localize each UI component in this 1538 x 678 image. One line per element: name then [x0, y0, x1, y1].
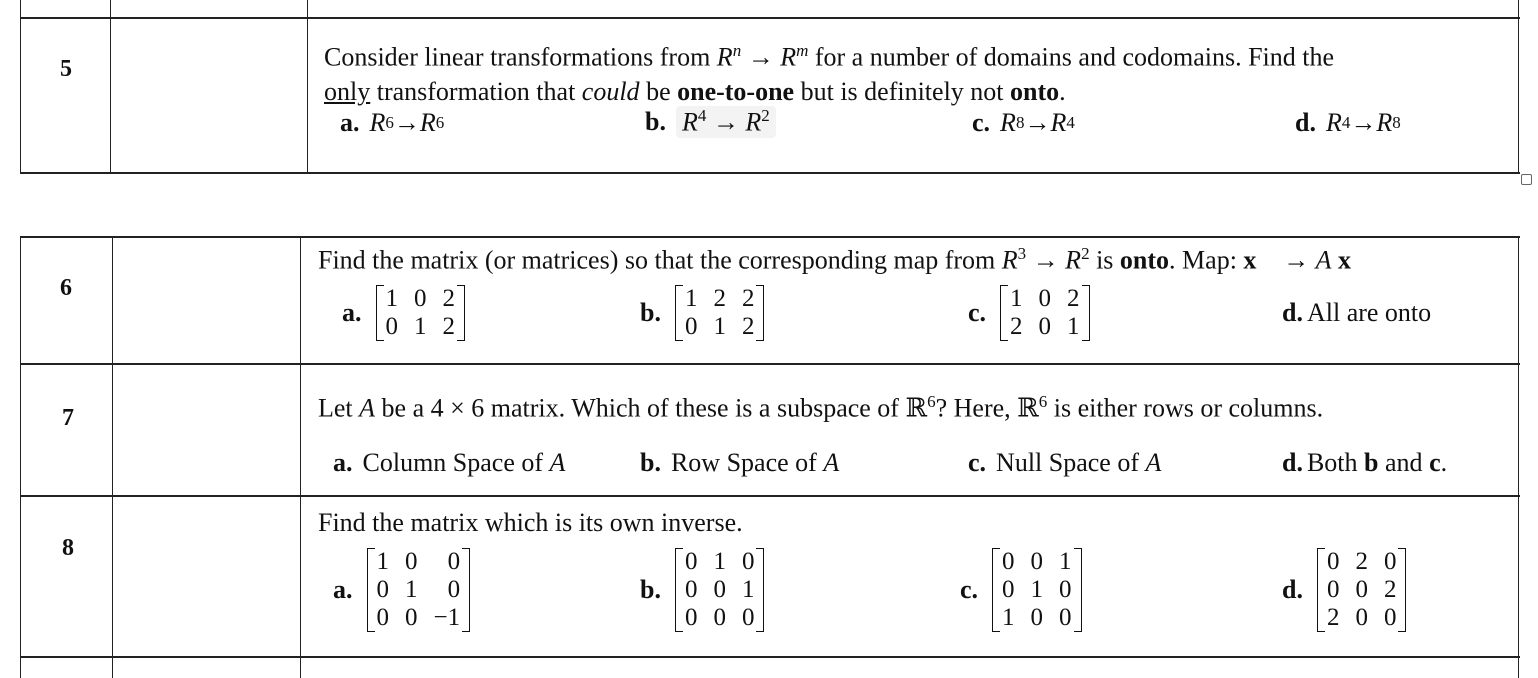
question-number: 8 [62, 535, 74, 561]
table-resize-handle[interactable] [1521, 174, 1532, 185]
row-divider [20, 656, 1520, 658]
matrix: 1 0 0 0 1 0 0 0 −1 [367, 548, 471, 632]
table2-top-border [20, 236, 1520, 238]
table2-right-border [1518, 236, 1519, 678]
matrix: 1 0 2 2 0 1 [1000, 285, 1090, 341]
option-b[interactable]: b. $R^4 \to R^2$ [645, 106, 776, 138]
option-d[interactable]: d. Both b and c . [1282, 448, 1448, 477]
option-a[interactable]: a. R 6 → R 6 [340, 108, 445, 137]
option-b[interactable]: b. Row Space of A [640, 448, 840, 477]
option-d[interactable]: d. 0 2 0 0 0 2 2 0 0 [1282, 548, 1406, 632]
option-b[interactable]: b. 1 2 2 0 1 2 [640, 285, 764, 341]
table1-left-border [20, 0, 21, 174]
option-c[interactable]: c. 1 0 2 2 0 1 [968, 285, 1090, 341]
question-number: 6 [60, 275, 72, 301]
option-c[interactable]: c. Null Space of A [968, 448, 1162, 477]
table2-left-border [20, 236, 21, 678]
table1-bottom-border [20, 172, 1520, 174]
table1-col2-divider [307, 0, 308, 174]
question-text: Find the matrix (or matrices) so that the corresponding map from $R^3 \to R^2$ is onto. Map: x⃗ → A x⃗ [318, 244, 1372, 275]
question-text: Consider linear transformations from $R^n \to R^m$ for a number of domains and codomains. Find the only transformation that could be one-to-one but is definitely not onto. [324, 41, 1335, 106]
table2-col1-divider [112, 236, 113, 678]
matrix: 0 2 0 0 0 2 2 0 0 [1317, 548, 1407, 632]
option-d[interactable]: d. R 4 → R 8 [1295, 108, 1401, 137]
row-divider [20, 495, 1520, 497]
option-c[interactable]: c. R 8 → R 4 [972, 108, 1075, 137]
table2-col2-divider [300, 236, 301, 678]
question-text: Find the matrix which is its own inverse. [318, 508, 743, 537]
matrix: 1 2 2 0 1 2 [675, 285, 765, 341]
question-text: Let A be a 4 × 6 matrix. Which of these is a subspace of ℝ$^6$? Here, ℝ$^6$ is either rows or columns. [318, 392, 1324, 423]
option-c[interactable]: c. 0 0 1 0 1 0 1 0 0 [960, 548, 1082, 632]
matrix: 1 0 2 0 1 2 [376, 285, 466, 341]
table1-col1-divider [110, 0, 111, 174]
table1-right-border [1518, 0, 1519, 174]
option-a[interactable]: a. Column Space of A [333, 448, 566, 477]
option-b[interactable]: b. 0 1 0 0 0 1 0 0 0 [640, 548, 764, 632]
row-divider [20, 363, 1520, 365]
option-a[interactable]: a. 1 0 0 0 1 0 0 0 −1 [333, 548, 470, 632]
table1-top-border [20, 17, 1520, 19]
question-number: 5 [60, 56, 72, 82]
matrix: 0 1 0 0 0 1 0 0 0 [675, 548, 765, 632]
matrix: 0 0 1 0 1 0 1 0 0 [992, 548, 1082, 632]
question-number: 7 [62, 405, 74, 431]
option-d[interactable]: d. All are onto [1282, 298, 1432, 327]
option-a[interactable]: a. 1 0 2 0 1 2 [342, 285, 465, 341]
